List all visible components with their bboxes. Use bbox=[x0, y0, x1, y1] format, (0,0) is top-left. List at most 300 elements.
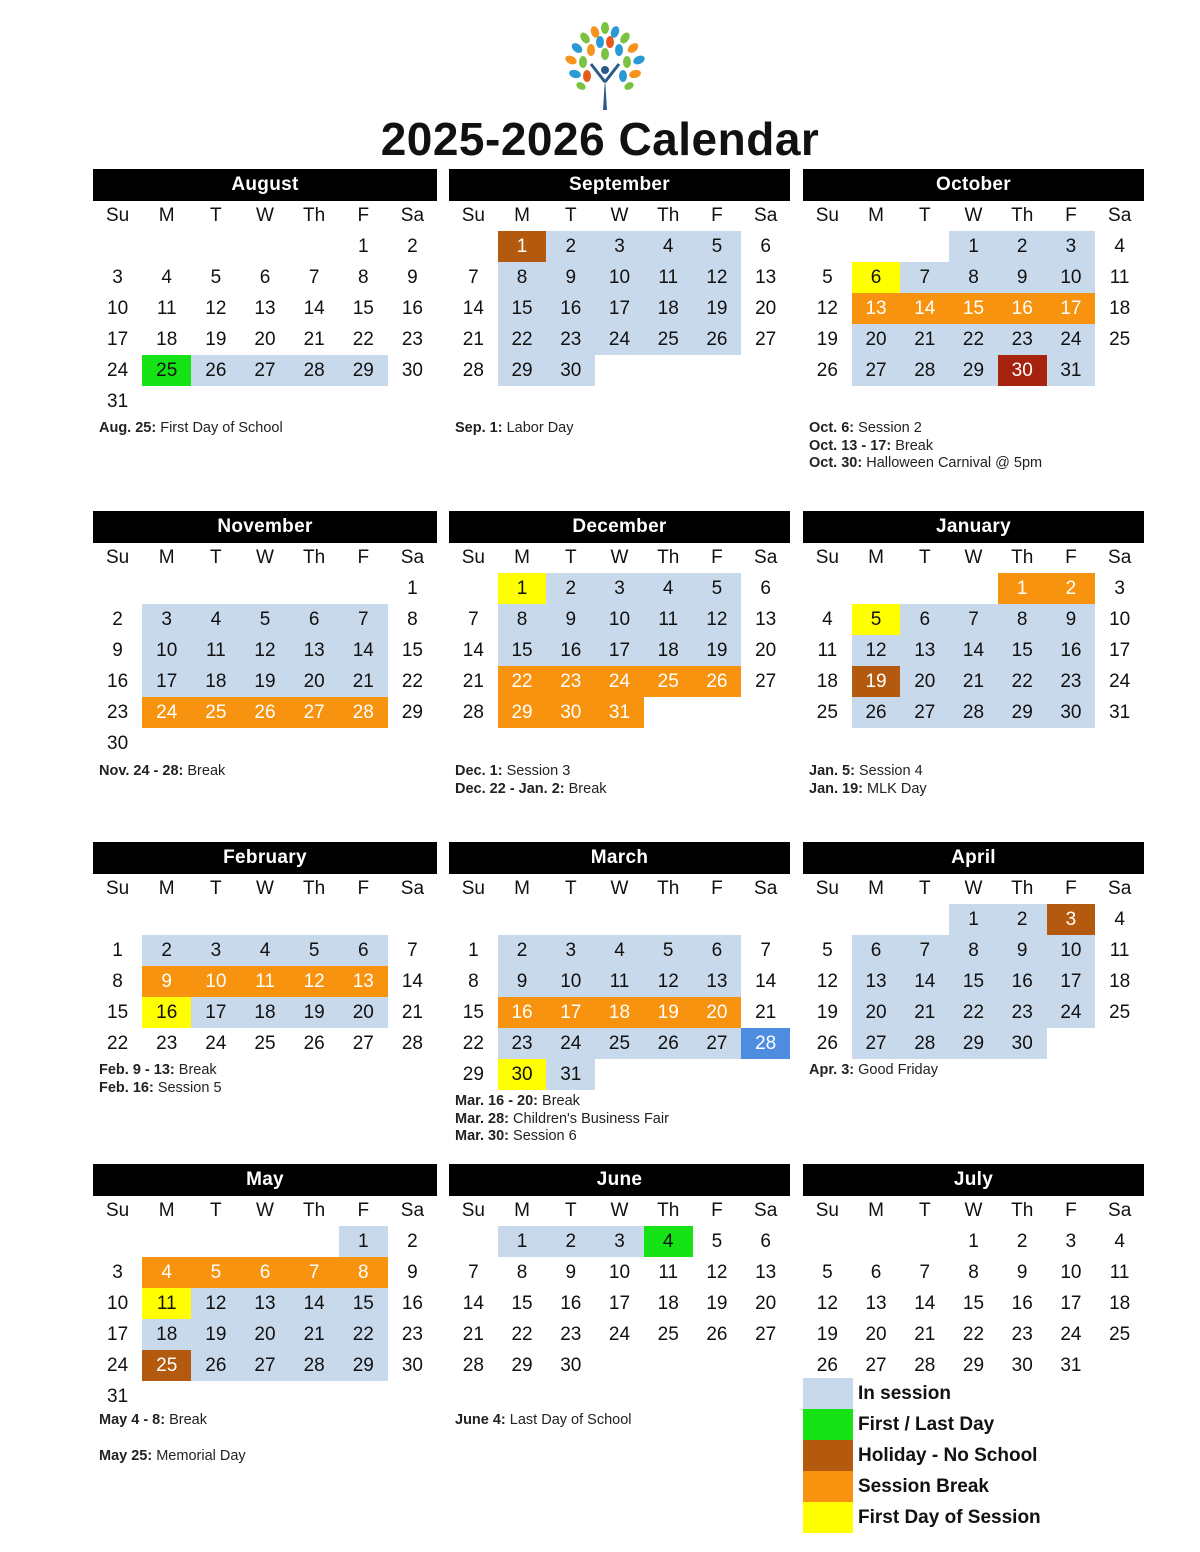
legend-swatch bbox=[803, 1409, 853, 1440]
weekday-label: F bbox=[711, 547, 723, 568]
day-cell: 22 bbox=[511, 1324, 533, 1345]
day-cell: 29 bbox=[949, 1028, 998, 1059]
weekday-label: Sa bbox=[400, 547, 425, 568]
day-cell: 4 bbox=[595, 935, 644, 966]
day-cell: 11 bbox=[817, 640, 838, 661]
day-cell: 27 bbox=[852, 1028, 901, 1059]
month-header: December bbox=[449, 511, 790, 543]
day-cell: 4 bbox=[191, 604, 240, 635]
weekday-label: Sa bbox=[754, 1200, 778, 1221]
weekday-label: M bbox=[868, 547, 884, 568]
empty-cell bbox=[191, 904, 240, 935]
month-header: April bbox=[803, 842, 1144, 874]
note-text: Break bbox=[174, 1062, 217, 1078]
day-cell: 9 bbox=[998, 262, 1047, 293]
legend-item bbox=[803, 1471, 1041, 1502]
day-cell: 15 bbox=[498, 293, 547, 324]
day-cell: 16 bbox=[1011, 1293, 1033, 1314]
month-header: October bbox=[803, 169, 1144, 201]
empty-cell bbox=[803, 231, 852, 262]
empty-cell bbox=[693, 904, 742, 935]
weekday-label: T bbox=[210, 1200, 222, 1221]
empty-cell bbox=[449, 573, 498, 604]
day-cell: 16 bbox=[401, 1293, 423, 1314]
month-april bbox=[803, 842, 1144, 1059]
day-cell: 26 bbox=[240, 697, 289, 728]
month-august bbox=[93, 169, 437, 417]
day-cell: 5 bbox=[822, 267, 833, 288]
month-days-grid bbox=[93, 543, 437, 759]
day-cell: 4 bbox=[161, 267, 172, 288]
month-july bbox=[803, 1164, 1144, 1381]
day-cell: 5 bbox=[693, 231, 742, 262]
note-text: Break bbox=[891, 437, 934, 454]
day-cell: 7 bbox=[919, 1262, 931, 1283]
day-cell: 31 bbox=[107, 1386, 129, 1407]
day-cell: 2 bbox=[998, 231, 1047, 262]
note-date: Nov. 24 - 28: bbox=[99, 763, 184, 779]
day-cell: 26 bbox=[191, 355, 240, 386]
day-cell: 14 bbox=[755, 971, 777, 992]
day-cell: 14 bbox=[914, 1293, 936, 1314]
note-date: Oct. 30: bbox=[809, 455, 863, 471]
day-cell: 9 bbox=[546, 262, 595, 293]
day-cell: 27 bbox=[240, 1350, 289, 1381]
empty-cell bbox=[142, 904, 191, 935]
note-date: Jan. 19: bbox=[809, 780, 863, 797]
weekday-label: M bbox=[514, 1200, 530, 1221]
day-cell: 24 bbox=[142, 697, 191, 728]
day-cell: 3 bbox=[1047, 231, 1096, 262]
month-header: January bbox=[803, 511, 1144, 543]
day-cell: 29 bbox=[401, 702, 423, 723]
empty-cell bbox=[449, 904, 498, 935]
day-cell: 4 bbox=[142, 1257, 191, 1288]
day-cell: 17 bbox=[595, 635, 644, 666]
day-cell: 12 bbox=[205, 298, 227, 319]
day-cell: 1 bbox=[339, 1226, 388, 1257]
weekday-label: F bbox=[711, 1200, 723, 1221]
weekday-label: Su bbox=[461, 878, 485, 899]
day-cell: 24 bbox=[595, 666, 644, 697]
month-days-grid bbox=[449, 201, 790, 386]
empty-cell bbox=[93, 1226, 142, 1257]
day-cell: 3 bbox=[595, 573, 644, 604]
day-cell: 4 bbox=[240, 935, 289, 966]
day-cell: 7 bbox=[900, 935, 949, 966]
day-cell: 28 bbox=[914, 1355, 936, 1376]
month-notes bbox=[809, 763, 927, 798]
day-cell: 6 bbox=[339, 935, 388, 966]
day-cell: 8 bbox=[407, 609, 418, 630]
day-cell: 12 bbox=[693, 262, 742, 293]
weekday-label: Su bbox=[105, 205, 130, 226]
day-cell: 5 bbox=[644, 935, 693, 966]
month-may bbox=[93, 1164, 437, 1412]
day-cell: 31 bbox=[546, 1059, 595, 1090]
day-cell: 3 bbox=[1065, 1231, 1077, 1252]
day-cell: 11 bbox=[1109, 1262, 1130, 1283]
month-notes bbox=[809, 420, 1042, 473]
legend-item bbox=[803, 1378, 1041, 1409]
empty-cell bbox=[240, 1226, 289, 1257]
day-cell: 16 bbox=[998, 293, 1047, 324]
day-cell: 16 bbox=[1047, 635, 1096, 666]
day-cell: 23 bbox=[107, 702, 129, 723]
day-cell: 27 bbox=[693, 1028, 742, 1059]
day-cell: 13 bbox=[339, 966, 388, 997]
day-cell: 14 bbox=[949, 635, 998, 666]
day-cell: 21 bbox=[339, 666, 388, 697]
day-cell: 30 bbox=[546, 355, 595, 386]
empty-cell bbox=[240, 231, 289, 262]
day-cell: 22 bbox=[339, 1319, 388, 1350]
day-cell: 21 bbox=[914, 1324, 936, 1345]
day-cell: 25 bbox=[191, 697, 240, 728]
day-cell: 2 bbox=[1047, 573, 1096, 604]
day-cell: 7 bbox=[949, 604, 998, 635]
note-text: Memorial Day bbox=[152, 1447, 246, 1464]
day-cell: 18 bbox=[816, 671, 838, 692]
note-line bbox=[809, 455, 1042, 473]
weekday-label: F bbox=[357, 205, 370, 226]
empty-cell bbox=[803, 1226, 852, 1257]
day-cell: 6 bbox=[240, 1257, 289, 1288]
empty-cell bbox=[93, 904, 142, 935]
page-title: 2025-2026 Calendar bbox=[380, 113, 820, 165]
note-text: Break bbox=[165, 1412, 208, 1428]
day-cell: 26 bbox=[816, 1355, 838, 1376]
weekday-label: Sa bbox=[400, 1200, 425, 1221]
empty-cell bbox=[93, 231, 142, 262]
note-date: Oct. 6: bbox=[809, 420, 855, 436]
weekday-label: Sa bbox=[754, 205, 778, 226]
day-cell: 27 bbox=[852, 355, 901, 386]
note-date: Jan. 5: bbox=[809, 763, 855, 779]
day-cell: 7 bbox=[900, 262, 949, 293]
weekday-label: W bbox=[256, 1200, 274, 1221]
day-cell: 22 bbox=[462, 1033, 484, 1054]
empty-cell bbox=[339, 904, 388, 935]
note-line bbox=[455, 420, 573, 438]
note-line bbox=[455, 1412, 632, 1430]
day-cell: 7 bbox=[339, 604, 388, 635]
note-date: Apr. 3: bbox=[809, 1062, 855, 1078]
note-line bbox=[809, 763, 927, 781]
weekday-label: F bbox=[1065, 878, 1077, 899]
month-header: September bbox=[449, 169, 790, 201]
day-cell: 1 bbox=[498, 1226, 547, 1257]
day-cell: 1 bbox=[998, 573, 1047, 604]
day-cell: 3 bbox=[1114, 578, 1125, 599]
month-header: March bbox=[449, 842, 790, 874]
day-cell: 8 bbox=[516, 1262, 528, 1283]
day-cell: 15 bbox=[511, 1293, 533, 1314]
empty-cell bbox=[142, 573, 191, 604]
day-cell: 28 bbox=[900, 1028, 949, 1059]
note-line bbox=[455, 1128, 669, 1146]
day-cell: 22 bbox=[498, 666, 547, 697]
empty-cell bbox=[741, 904, 790, 935]
day-cell: 23 bbox=[1047, 666, 1096, 697]
day-cell: 5 bbox=[210, 267, 222, 288]
day-cell: 19 bbox=[816, 1324, 838, 1345]
day-cell: 11 bbox=[658, 1262, 679, 1283]
day-cell: 21 bbox=[755, 1002, 777, 1023]
day-cell: 8 bbox=[339, 1257, 388, 1288]
day-cell: 18 bbox=[595, 997, 644, 1028]
day-cell: 11 bbox=[644, 262, 693, 293]
day-cell: 26 bbox=[816, 1033, 838, 1054]
weekday-label: W bbox=[610, 205, 629, 226]
day-cell: 16 bbox=[498, 997, 547, 1028]
day-cell: 25 bbox=[1109, 329, 1131, 350]
legend-label: In session bbox=[858, 1382, 951, 1404]
month-days-grid bbox=[449, 1196, 790, 1381]
day-cell: 23 bbox=[546, 666, 595, 697]
note-date: Feb. 9 - 13: bbox=[99, 1062, 175, 1078]
day-cell: 21 bbox=[462, 329, 484, 350]
weekday-label: T bbox=[918, 1200, 931, 1221]
day-cell: 21 bbox=[462, 1324, 484, 1345]
note-line bbox=[455, 763, 607, 781]
day-cell: 22 bbox=[107, 1033, 129, 1054]
day-cell: 25 bbox=[816, 702, 838, 723]
legend-swatch bbox=[803, 1440, 853, 1471]
day-cell: 5 bbox=[693, 573, 742, 604]
day-cell: 1 bbox=[968, 1231, 979, 1252]
day-cell: 24 bbox=[546, 1028, 595, 1059]
day-cell: 14 bbox=[900, 966, 949, 997]
weekday-label: Th bbox=[1011, 1200, 1034, 1221]
day-cell: 19 bbox=[706, 1293, 728, 1314]
weekday-label: Sa bbox=[400, 205, 425, 226]
day-cell: 17 bbox=[191, 997, 240, 1028]
day-cell: 16 bbox=[142, 997, 191, 1028]
legend-item bbox=[803, 1440, 1041, 1471]
day-cell: 15 bbox=[107, 1002, 129, 1023]
day-cell: 11 bbox=[1109, 267, 1130, 288]
day-cell: 16 bbox=[546, 293, 595, 324]
day-cell: 7 bbox=[407, 940, 418, 961]
day-cell: 11 bbox=[240, 966, 289, 997]
day-cell: 13 bbox=[755, 609, 777, 630]
day-cell: 13 bbox=[254, 298, 276, 319]
legend-label: First Day of Session bbox=[858, 1506, 1041, 1528]
weekday-label: W bbox=[964, 1200, 983, 1221]
day-cell: 20 bbox=[339, 997, 388, 1028]
note-text: Good Friday bbox=[854, 1062, 938, 1078]
day-cell: 8 bbox=[949, 262, 998, 293]
weekday-label: Sa bbox=[1108, 205, 1132, 226]
day-cell: 4 bbox=[1114, 236, 1125, 257]
day-cell: 6 bbox=[870, 1262, 882, 1283]
empty-cell bbox=[546, 904, 595, 935]
day-cell: 12 bbox=[706, 1262, 728, 1283]
day-cell: 23 bbox=[401, 329, 423, 350]
empty-cell bbox=[852, 231, 901, 262]
empty-cell bbox=[900, 231, 949, 262]
day-cell: 7 bbox=[468, 609, 479, 630]
month-notes bbox=[455, 420, 573, 438]
weekday-label: M bbox=[868, 1200, 884, 1221]
weekday-label: M bbox=[514, 878, 530, 899]
day-cell: 24 bbox=[1047, 997, 1096, 1028]
day-cell: 20 bbox=[240, 1319, 289, 1350]
day-cell: 15 bbox=[401, 640, 423, 661]
day-cell: 12 bbox=[852, 635, 901, 666]
note-text: Break bbox=[564, 780, 607, 797]
month-notes bbox=[99, 763, 225, 781]
day-cell: 29 bbox=[962, 1355, 985, 1376]
day-cell: 17 bbox=[107, 329, 129, 350]
day-cell: 24 bbox=[595, 324, 644, 355]
note-line bbox=[99, 763, 225, 781]
day-cell: 18 bbox=[1109, 1293, 1131, 1314]
day-cell: 17 bbox=[595, 293, 644, 324]
day-cell: 12 bbox=[693, 604, 742, 635]
weekday-label: T bbox=[564, 1200, 577, 1221]
day-cell: 5 bbox=[822, 1262, 833, 1283]
day-cell: 3 bbox=[546, 935, 595, 966]
day-cell: 20 bbox=[852, 997, 901, 1028]
day-cell: 13 bbox=[240, 1288, 289, 1319]
day-cell: 23 bbox=[560, 1324, 582, 1345]
day-cell: 31 bbox=[595, 697, 644, 728]
day-cell: 27 bbox=[755, 671, 777, 692]
weekday-label: T bbox=[564, 205, 577, 226]
empty-cell bbox=[803, 904, 852, 935]
day-cell: 9 bbox=[407, 267, 418, 288]
day-cell: 14 bbox=[290, 1288, 339, 1319]
legend-item bbox=[803, 1502, 1041, 1533]
note-line bbox=[99, 1448, 246, 1466]
day-cell: 9 bbox=[498, 966, 547, 997]
month-june bbox=[449, 1164, 790, 1381]
weekday-label: F bbox=[1065, 547, 1077, 568]
day-cell: 11 bbox=[156, 298, 177, 319]
day-cell: 8 bbox=[498, 604, 547, 635]
note-date: June 4: bbox=[455, 1412, 506, 1428]
empty-cell bbox=[240, 573, 289, 604]
weekday-label: Su bbox=[461, 205, 485, 226]
weekday-label: W bbox=[256, 205, 274, 226]
note-text: Children's Business Fair bbox=[509, 1110, 669, 1127]
day-cell: 16 bbox=[546, 635, 595, 666]
month-notes bbox=[99, 1062, 222, 1097]
day-cell: 19 bbox=[240, 666, 289, 697]
day-cell: 10 bbox=[142, 635, 191, 666]
day-cell: 14 bbox=[339, 635, 388, 666]
day-cell: 25 bbox=[644, 324, 693, 355]
day-cell: 2 bbox=[142, 935, 191, 966]
weekday-label: Sa bbox=[1108, 878, 1132, 899]
day-cell: 28 bbox=[290, 1350, 339, 1381]
weekday-label: F bbox=[711, 205, 723, 226]
day-cell: 15 bbox=[998, 635, 1047, 666]
day-cell: 21 bbox=[303, 329, 325, 350]
day-cell: 10 bbox=[595, 604, 644, 635]
day-cell: 17 bbox=[608, 1293, 631, 1314]
weekday-label: Su bbox=[815, 205, 839, 226]
month-march bbox=[449, 842, 790, 1090]
day-cell: 25 bbox=[657, 1324, 679, 1345]
day-cell: 8 bbox=[998, 604, 1047, 635]
day-cell: 12 bbox=[240, 635, 289, 666]
day-cell: 22 bbox=[949, 997, 998, 1028]
weekday-label: Sa bbox=[1108, 1200, 1132, 1221]
day-cell: 29 bbox=[339, 355, 388, 386]
day-cell: 7 bbox=[308, 267, 320, 288]
day-cell: 23 bbox=[401, 1324, 423, 1345]
note-date: Feb. 16: bbox=[99, 1079, 154, 1096]
day-cell: 3 bbox=[191, 935, 240, 966]
day-cell: 7 bbox=[468, 1262, 479, 1283]
note-line bbox=[99, 1430, 246, 1448]
note-date: Dec. 22 - Jan. 2: bbox=[455, 780, 565, 797]
day-cell: 28 bbox=[900, 355, 949, 386]
day-cell: 6 bbox=[900, 604, 949, 635]
weekday-label: Su bbox=[461, 1200, 485, 1221]
day-cell: 29 bbox=[498, 355, 547, 386]
day-cell: 23 bbox=[156, 1033, 178, 1054]
day-cell: 15 bbox=[949, 293, 998, 324]
weekday-label: Th bbox=[303, 1200, 326, 1221]
note-line bbox=[809, 420, 1042, 438]
day-cell: 26 bbox=[191, 1350, 240, 1381]
day-cell: 13 bbox=[755, 267, 777, 288]
day-cell: 1 bbox=[498, 573, 547, 604]
empty-cell bbox=[449, 1226, 498, 1257]
day-cell: 29 bbox=[462, 1064, 484, 1085]
day-cell: 4 bbox=[1114, 1231, 1125, 1252]
day-cell: 21 bbox=[462, 671, 484, 692]
day-cell: 30 bbox=[1011, 1355, 1033, 1376]
day-cell: 6 bbox=[290, 604, 339, 635]
weekday-label: T bbox=[918, 878, 931, 899]
day-cell: 29 bbox=[498, 697, 547, 728]
month-notes bbox=[455, 1412, 632, 1430]
day-cell: 3 bbox=[1047, 904, 1096, 935]
legend-swatch bbox=[803, 1378, 853, 1409]
month-days-grid bbox=[803, 543, 1144, 728]
note-line bbox=[455, 781, 607, 799]
day-cell: 4 bbox=[644, 573, 693, 604]
day-cell: 6 bbox=[693, 935, 742, 966]
month-january bbox=[803, 511, 1144, 728]
day-cell: 13 bbox=[852, 966, 901, 997]
day-cell: 21 bbox=[401, 1002, 423, 1023]
day-cell: 13 bbox=[755, 1262, 777, 1283]
note-date: Dec. 1: bbox=[455, 763, 503, 779]
note-line bbox=[99, 1080, 222, 1098]
month-notes bbox=[99, 1412, 246, 1465]
day-cell: 10 bbox=[595, 262, 644, 293]
empty-cell bbox=[339, 573, 388, 604]
day-cell: 1 bbox=[498, 231, 547, 262]
day-cell: 19 bbox=[816, 1002, 838, 1023]
day-cell: 15 bbox=[352, 298, 374, 319]
day-cell: 28 bbox=[949, 697, 998, 728]
day-cell: 17 bbox=[1060, 1293, 1082, 1314]
day-cell: 21 bbox=[900, 324, 949, 355]
weekday-label: Su bbox=[815, 878, 839, 899]
day-cell: 1 bbox=[357, 236, 369, 257]
note-text: Session 6 bbox=[509, 1128, 577, 1144]
day-cell: 26 bbox=[706, 1324, 728, 1345]
month-notes bbox=[455, 1093, 669, 1146]
day-cell: 29 bbox=[949, 355, 998, 386]
